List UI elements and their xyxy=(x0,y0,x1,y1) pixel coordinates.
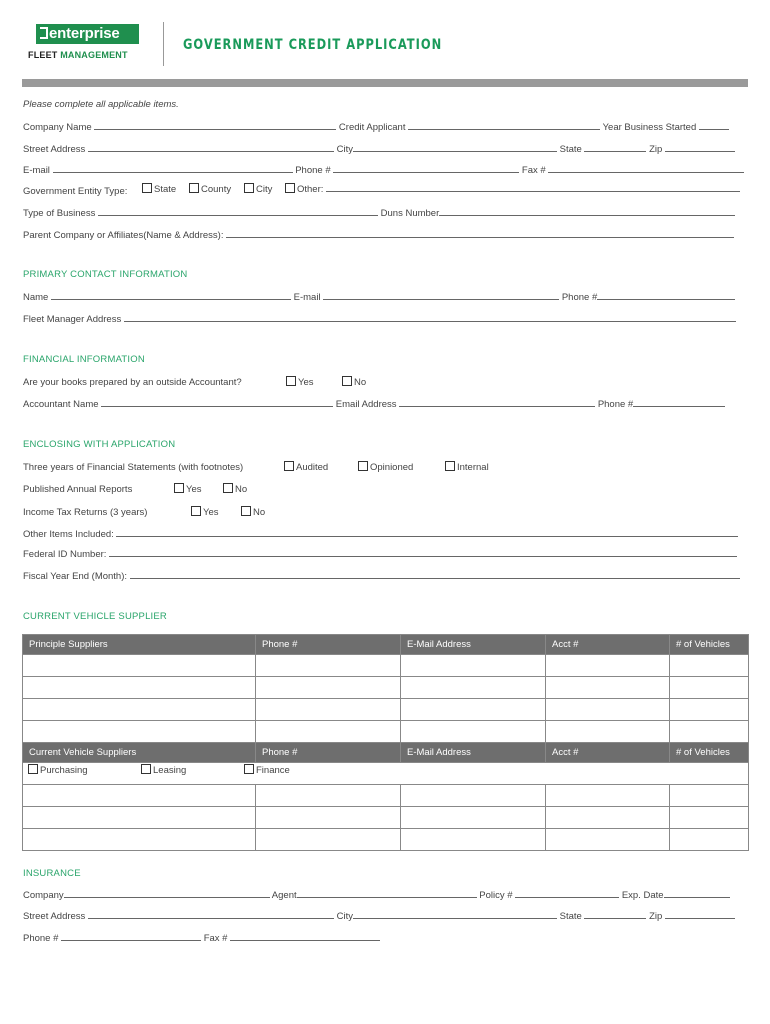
accountant-phone-label: Phone # xyxy=(597,399,634,410)
opinioned-option[interactable] xyxy=(358,461,413,473)
entity-city-checkbox[interactable] xyxy=(244,183,254,193)
fax-field[interactable] xyxy=(548,164,744,173)
financial-title: FINANCIAL INFORMATION xyxy=(23,354,145,365)
table-cell[interactable] xyxy=(256,721,401,743)
table-row xyxy=(23,785,749,807)
accountant-email-label: Email Address xyxy=(335,399,397,410)
entity-state-option[interactable] xyxy=(142,183,176,195)
table-cell[interactable] xyxy=(23,807,256,829)
insurance-company-label: Company xyxy=(23,890,64,901)
year-started-field[interactable] xyxy=(699,121,729,130)
federal-id-field[interactable] xyxy=(109,548,737,557)
insurance-company-field[interactable] xyxy=(64,889,270,898)
annual-reports-yes-label: Yes xyxy=(186,484,202,495)
accountant-email-field[interactable] xyxy=(399,398,595,407)
street-field[interactable] xyxy=(88,143,334,152)
table-cell[interactable] xyxy=(401,677,546,699)
three-years-label: Three years of Financial Statements (with footnotes) xyxy=(23,462,244,473)
finance-option[interactable] xyxy=(244,764,290,776)
entity-other-field[interactable] xyxy=(326,183,740,192)
table-cell[interactable] xyxy=(670,677,749,699)
table-row xyxy=(23,807,749,829)
fax-label: Fax # xyxy=(521,165,546,176)
table-row xyxy=(23,829,749,851)
supplier-type-cell xyxy=(23,763,749,785)
col-acct: Acct # xyxy=(546,635,670,655)
table-cell[interactable] xyxy=(670,699,749,721)
tax-returns-no-label: No xyxy=(253,507,266,518)
table-cell[interactable] xyxy=(256,655,401,677)
fleet-manager-row xyxy=(23,313,736,325)
insurance-state-field[interactable] xyxy=(584,910,646,919)
entity-city-option[interactable] xyxy=(244,183,272,195)
parent-field[interactable] xyxy=(226,229,734,238)
email-row xyxy=(23,164,744,176)
e-mark-icon xyxy=(40,27,48,39)
accountant-yes-label: Yes xyxy=(298,377,314,388)
logo-fleet: FLEET xyxy=(28,50,58,60)
table-cell[interactable] xyxy=(546,721,670,743)
street-row xyxy=(23,143,735,155)
insurance-exp-field[interactable] xyxy=(664,889,730,898)
document-title: GOVERNMENT CREDIT APPLICATION xyxy=(183,37,443,53)
leasing-checkbox[interactable] xyxy=(141,764,151,774)
year-started-label: Year Business Started xyxy=(602,122,697,133)
table-row xyxy=(23,721,749,743)
header-divider xyxy=(163,22,164,66)
insurance-city-label: City xyxy=(336,911,353,922)
zip-field[interactable] xyxy=(665,143,735,152)
contact-name-field[interactable] xyxy=(51,291,291,300)
table-cell[interactable] xyxy=(670,785,749,807)
annual-reports-no-label: No xyxy=(235,484,248,495)
other-items-row xyxy=(23,528,738,540)
col-email: E-Mail Address xyxy=(401,635,546,655)
fleet-manager-label: Fleet Manager Address xyxy=(23,314,122,325)
accountant-yes-option[interactable] xyxy=(286,376,314,388)
state-label: State xyxy=(559,144,582,155)
duns-label: Duns Number xyxy=(380,208,440,219)
fiscal-year-row xyxy=(23,570,740,582)
phone-field[interactable] xyxy=(333,164,519,173)
fiscal-year-label: Fiscal Year End (Month): xyxy=(23,571,128,582)
supplier-type-row xyxy=(23,763,749,785)
intro-text: Please complete all applicable items. xyxy=(23,99,179,110)
col-phone-2: Phone # xyxy=(256,743,401,763)
vehicle-supplier-title: CURRENT VEHICLE SUPPLIER xyxy=(23,611,167,622)
email-label: E-mail xyxy=(23,165,50,176)
company-name-label: Company Name xyxy=(23,122,92,133)
table-cell[interactable] xyxy=(670,721,749,743)
email-field[interactable] xyxy=(53,164,293,173)
contact-phone-field[interactable] xyxy=(597,291,735,300)
other-items-field[interactable] xyxy=(116,528,738,537)
header-bar xyxy=(22,79,748,87)
tax-returns-yes-option[interactable] xyxy=(191,506,219,518)
internal-option[interactable] xyxy=(445,461,489,473)
audited-label: Audited xyxy=(296,462,329,473)
logo-management: MANAGEMENT xyxy=(60,50,128,60)
table-cell[interactable] xyxy=(23,721,256,743)
table-cell[interactable] xyxy=(23,829,256,851)
purchasing-label: Purchasing xyxy=(40,765,88,776)
enclosing-title: ENCLOSING WITH APPLICATION xyxy=(23,439,176,450)
accountant-row xyxy=(23,398,725,410)
table-cell[interactable] xyxy=(256,699,401,721)
purchasing-checkbox[interactable] xyxy=(28,764,38,774)
insurance-fax-label: Fax # xyxy=(203,933,228,944)
contact-row xyxy=(23,291,735,303)
finance-label: Finance xyxy=(256,765,290,776)
insurance-phone-row xyxy=(23,932,380,944)
primary-contact-title: PRIMARY CONTACT INFORMATION xyxy=(23,269,188,280)
table-cell[interactable] xyxy=(670,807,749,829)
annual-reports-no-checkbox[interactable] xyxy=(223,483,233,493)
table-cell[interactable] xyxy=(670,655,749,677)
city-field[interactable] xyxy=(353,143,557,152)
fleet-manager-field[interactable] xyxy=(124,313,736,322)
state-field[interactable] xyxy=(584,143,646,152)
table-cell[interactable] xyxy=(401,721,546,743)
table-cell[interactable] xyxy=(23,699,256,721)
table-cell[interactable] xyxy=(546,785,670,807)
insurance-phone-field[interactable] xyxy=(61,932,201,941)
table-cell[interactable] xyxy=(23,655,256,677)
finance-checkbox[interactable] xyxy=(244,764,254,774)
accountant-no-option[interactable] xyxy=(342,376,366,388)
insurance-state-label: State xyxy=(559,911,582,922)
tax-returns-no-checkbox[interactable] xyxy=(241,506,251,516)
purchasing-option[interactable] xyxy=(28,764,88,776)
insurance-company-row xyxy=(23,889,730,901)
accountant-phone-field[interactable] xyxy=(633,398,725,407)
accountant-yes-checkbox[interactable] xyxy=(286,376,296,386)
table-cell[interactable] xyxy=(256,785,401,807)
company-row xyxy=(23,121,729,133)
table-cell[interactable] xyxy=(546,829,670,851)
entity-state-label: State xyxy=(154,184,177,195)
current-suppliers-header xyxy=(23,743,749,763)
insurance-policy-field[interactable] xyxy=(515,889,619,898)
principle-suppliers-header xyxy=(23,635,749,655)
tax-returns-no-option[interactable] xyxy=(241,506,265,518)
accountant-no-label: No xyxy=(354,377,367,388)
table-cell[interactable] xyxy=(401,807,546,829)
entity-other-label: Other: xyxy=(297,184,324,195)
business-type-label: Type of Business xyxy=(23,208,96,219)
accountant-question: Are your books prepared by an outside Accountant? xyxy=(23,377,242,388)
federal-id-label: Federal ID Number: xyxy=(23,549,107,560)
table-row xyxy=(23,677,749,699)
annual-reports-no-option[interactable] xyxy=(223,483,247,495)
audited-checkbox[interactable] xyxy=(284,461,294,471)
tax-returns-label: Income Tax Returns (3 years) xyxy=(23,507,148,518)
table-cell[interactable] xyxy=(670,829,749,851)
internal-checkbox[interactable] xyxy=(445,461,455,471)
table-cell[interactable] xyxy=(23,785,256,807)
table-row xyxy=(23,699,749,721)
entity-county-option[interactable] xyxy=(189,183,231,195)
business-type-row xyxy=(23,207,735,219)
accountant-no-checkbox[interactable] xyxy=(342,376,352,386)
insurance-policy-label: Policy # xyxy=(479,890,513,901)
logo-word: enterprise xyxy=(49,25,120,42)
duns-field[interactable] xyxy=(439,207,735,216)
table-cell[interactable] xyxy=(546,677,670,699)
table-cell[interactable] xyxy=(546,655,670,677)
table-cell[interactable] xyxy=(256,807,401,829)
col-vehicles: # of Vehicles xyxy=(670,635,749,655)
insurance-street-label: Street Address xyxy=(23,911,86,922)
company-name-field[interactable] xyxy=(94,121,336,130)
accountant-name-field[interactable] xyxy=(101,398,333,407)
tax-returns-yes-label: Yes xyxy=(203,507,219,518)
phone-label: Phone # xyxy=(295,165,331,176)
tax-returns-yes-checkbox[interactable] xyxy=(191,506,201,516)
table-cell[interactable] xyxy=(401,829,546,851)
table-cell[interactable] xyxy=(23,677,256,699)
opinioned-label: Opinioned xyxy=(370,462,414,473)
entity-state-checkbox[interactable] xyxy=(142,183,152,193)
table-cell[interactable] xyxy=(401,655,546,677)
parent-label: Parent Company or Affiliates(Name & Address): xyxy=(23,230,224,241)
other-items-label: Other Items Included: xyxy=(23,529,114,540)
business-type-field[interactable] xyxy=(98,207,378,216)
table-cell[interactable] xyxy=(256,829,401,851)
annual-reports-label: Published Annual Reports xyxy=(23,484,133,495)
entity-city-label: City xyxy=(256,184,273,195)
contact-email-field[interactable] xyxy=(323,291,559,300)
insurance-zip-field[interactable] xyxy=(665,910,735,919)
insurance-title: INSURANCE xyxy=(23,868,81,879)
enterprise-logo xyxy=(28,24,140,64)
parent-row xyxy=(23,229,734,241)
col-principle-suppliers: Principle Suppliers xyxy=(23,635,256,655)
entity-other-checkbox[interactable] xyxy=(285,183,295,193)
accountant-name-label: Accountant Name xyxy=(23,399,99,410)
internal-label: Internal xyxy=(457,462,489,473)
credit-applicant-label: Credit Applicant xyxy=(338,122,406,133)
annual-reports-yes-checkbox[interactable] xyxy=(174,483,184,493)
insurance-fax-field[interactable] xyxy=(230,932,380,941)
credit-applicant-field[interactable] xyxy=(408,121,600,130)
federal-id-row xyxy=(23,548,737,560)
fiscal-year-field[interactable] xyxy=(130,570,740,579)
entity-type-row xyxy=(23,186,127,197)
entity-county-label: County xyxy=(201,184,232,195)
insurance-street-field[interactable] xyxy=(88,910,334,919)
entity-type-label: Government Entity Type: xyxy=(23,186,128,197)
opinioned-checkbox[interactable] xyxy=(358,461,368,471)
annual-reports-yes-option[interactable] xyxy=(174,483,202,495)
col-phone: Phone # xyxy=(256,635,401,655)
city-label: City xyxy=(336,144,353,155)
contact-phone-label: Phone # xyxy=(561,292,598,303)
insurance-agent-field[interactable] xyxy=(297,889,477,898)
table-cell[interactable] xyxy=(546,699,670,721)
document-header xyxy=(0,0,770,78)
col-vehicles-2: # of Vehicles xyxy=(670,743,749,763)
table-cell[interactable] xyxy=(401,785,546,807)
col-current-suppliers: Current Vehicle Suppliers xyxy=(23,743,256,763)
table-cell[interactable] xyxy=(256,677,401,699)
leasing-option[interactable] xyxy=(141,764,186,776)
audited-option[interactable] xyxy=(284,461,328,473)
table-row xyxy=(23,655,749,677)
street-label: Street Address xyxy=(23,144,86,155)
insurance-exp-label: Exp. Date xyxy=(621,890,664,901)
principle-suppliers-table xyxy=(22,634,749,851)
col-acct-2: Acct # xyxy=(546,743,670,763)
contact-name-label: Name xyxy=(23,292,49,303)
insurance-city-field[interactable] xyxy=(353,910,557,919)
insurance-agent-label: Agent xyxy=(271,890,297,901)
col-email-2: E-Mail Address xyxy=(401,743,546,763)
entity-other-option[interactable] xyxy=(285,183,740,195)
table-cell[interactable] xyxy=(546,807,670,829)
insurance-zip-label: Zip xyxy=(649,911,663,922)
contact-email-label: E-mail xyxy=(293,292,321,303)
table-cell[interactable] xyxy=(401,699,546,721)
zip-label: Zip xyxy=(649,144,663,155)
entity-county-checkbox[interactable] xyxy=(189,183,199,193)
leasing-label: Leasing xyxy=(153,765,187,776)
insurance-street-row xyxy=(23,910,735,922)
insurance-phone-label: Phone # xyxy=(23,933,59,944)
